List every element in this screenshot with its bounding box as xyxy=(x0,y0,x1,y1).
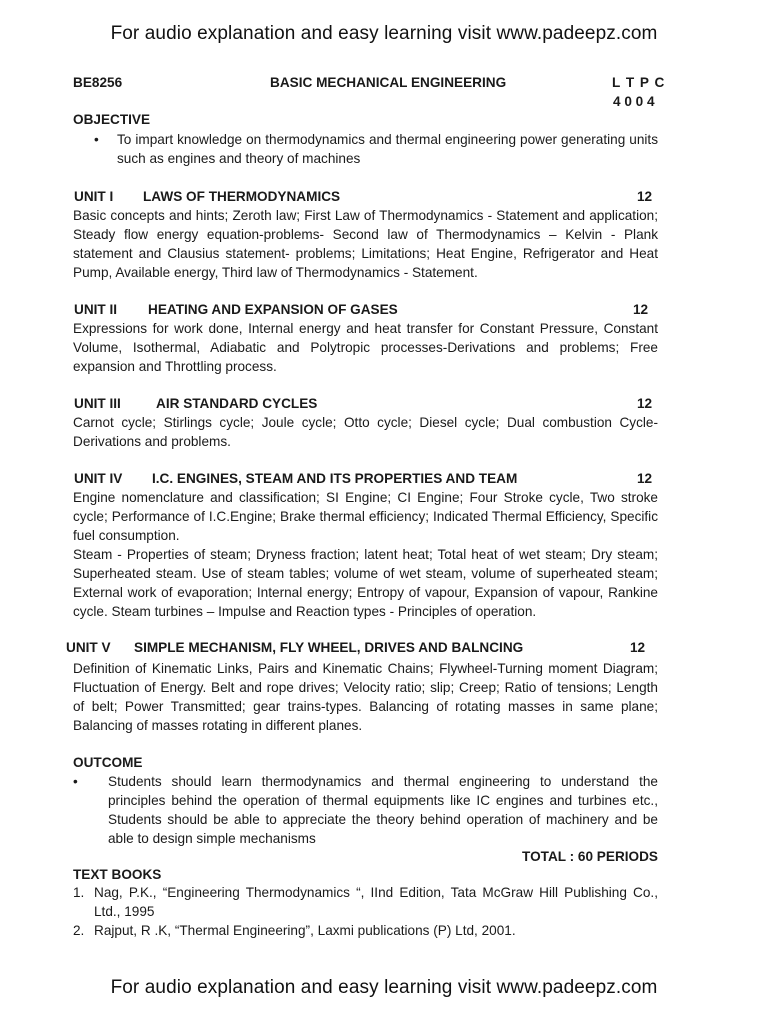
unit-title: I.C. ENGINES, STEAM AND ITS PROPERTIES AND TEAM xyxy=(152,471,518,486)
unit-heading xyxy=(0,640,768,659)
objective-item xyxy=(0,131,768,171)
outcome-item xyxy=(0,773,768,849)
unit-description: Definition of Kinematic Links, Pairs and Kinematic Chains; Flywheel-Turning moment Diagram; Fluctuation of Energy. Belt and rope drives; Velocity ratio; slip; Creep; Ratio of tensions; Length of belt; Power Transmitted; gear trains-types. Balancing of rotating masses in same plane; Balancing of masses rotating in different planes. xyxy=(73,661,658,733)
unit-hours: 12 xyxy=(637,396,653,411)
unit-description: Carnot cycle; Stirlings cycle; Joule cycle; Otto cycle; Diesel cycle; Dual combustion Cycle- Derivations and problems. xyxy=(73,415,658,449)
unit-number: UNIT IV xyxy=(74,471,123,486)
unit-heading xyxy=(0,471,768,490)
course-code: BE8256 xyxy=(73,75,123,90)
unit-heading xyxy=(0,302,768,321)
unit-heading xyxy=(0,396,768,415)
ltpc-values: 4 0 0 4 xyxy=(613,94,655,109)
unit-hours: 12 xyxy=(630,640,646,655)
textbook-text: Nag, P.K., “Engineering Thermodynamics “, IInd Edition, Tata McGraw Hill Publishing Co., Ltd., 1995 xyxy=(94,885,658,919)
unit-description: Engine nomenclature and classification; SI Engine; CI Engine; Four Stroke cycle, Two stroke cycle; Performance of I.C.Engine; Brake thermal efficiency; Indicated Thermal Efficiency, Specific fuel consumption. xyxy=(73,490,658,543)
unit-hours: 12 xyxy=(633,302,649,317)
outcome-text: Students should learn thermodynamics and thermal engineering to understand the principles behind the operation of thermal equipments like IC engines and turbines etc., Students should be able to appreciate the theory behind operation of machinery and be able to design simple mechanisms xyxy=(108,774,658,846)
textbooks-list xyxy=(73,884,658,941)
outcome-heading: OUTCOME xyxy=(73,755,143,770)
textbook-item xyxy=(73,922,658,941)
unit-description: Steam - Properties of steam; Dryness fraction; latent heat; Total heat of wet steam; Dry steam; Superheated steam. Use of steam tables; volume of wet steam, volume of superheated steam; External work of evaporation; Internal energy; Entropy of vapour, Expansion of vapour, Rankine cycle. Steam turbines – Impulse and Reaction types - Principles of operation. xyxy=(73,547,658,619)
unit-title: LAWS OF THERMODYNAMICS xyxy=(143,189,341,204)
unit-number: UNIT II xyxy=(74,302,118,317)
textbook-number: 1. xyxy=(73,885,85,900)
unit-title: HEATING AND EXPANSION OF GASES xyxy=(148,302,398,317)
bottom-banner: For audio explanation and easy learning visit www.padeepz.com xyxy=(110,977,658,998)
unit-title: AIR STANDARD CYCLES xyxy=(156,396,318,411)
course-title: BASIC MECHANICAL ENGINEERING xyxy=(270,75,507,90)
objective-text: To impart knowledge on thermodynamics and thermal engineering power generating units such as engines and theory of machines xyxy=(117,132,658,166)
textbook-number: 2. xyxy=(73,922,85,938)
unit-hours: 12 xyxy=(637,189,653,204)
objective-heading: OBJECTIVE xyxy=(73,112,151,127)
total-periods: TOTAL : 60 PERIODS xyxy=(522,849,658,864)
unit-hours: 12 xyxy=(637,471,653,486)
ltpc-label: L T P C xyxy=(612,75,665,90)
unit-description: Expressions for work done, Internal energy and heat transfer for Constant Pressure, Constant Volume, Isothermal, Adiabatic and Polytropic processes-Derivations and problems; Free expansion and Throttling process. xyxy=(73,321,658,374)
unit-number: UNIT I xyxy=(74,189,114,204)
textbook-item xyxy=(73,884,658,922)
unit-number: UNIT III xyxy=(74,396,121,411)
top-banner: For audio explanation and easy learning visit www.padeepz.com xyxy=(110,23,658,44)
unit-number: UNIT V xyxy=(66,640,111,655)
unit-heading xyxy=(0,189,768,208)
bullet-icon: • xyxy=(73,774,78,789)
unit-title: SIMPLE MECHANISM, FLY WHEEL, DRIVES AND BALNCING xyxy=(134,640,524,655)
bullet-icon: • xyxy=(94,132,99,147)
textbook-text: Rajput, R .K, “Thermal Engineering”, Laxmi publications (P) Ltd, 2001. xyxy=(94,922,516,938)
textbooks-heading: TEXT BOOKS xyxy=(73,867,162,882)
unit-description: Basic concepts and hints; Zeroth law; First Law of Thermodynamics - Statement and application; Steady flow energy equation-problems- Second law of Thermodynamics – Kelvin - Plank statement and Clausius statement- problems; Limitations; Heat Engine, Refrigerator and Heat Pump, Available energy, Third law of Thermodynamics - Statement. xyxy=(73,208,658,280)
